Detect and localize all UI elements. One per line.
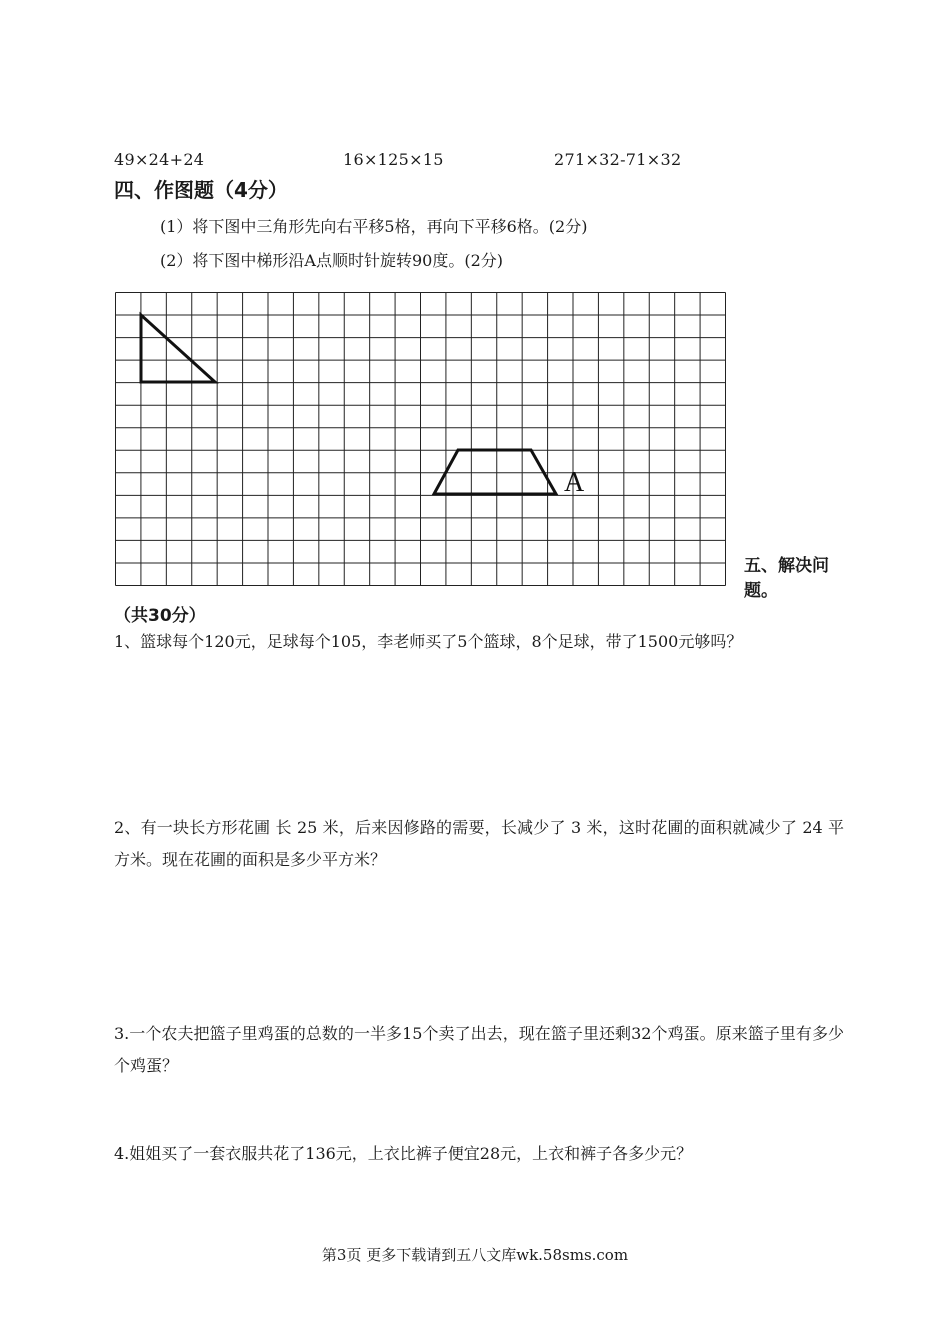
expression-2: 16×125×15 [343, 150, 444, 169]
drawing-task-2: (2）将下图中梯形沿A点顺时针旋转90度。(2分) [160, 251, 504, 270]
point-a-label: A [564, 467, 585, 498]
section-5-title: 五、解决问题。 [744, 556, 829, 601]
question-2: 2、有一块长方形花圃 长 25 米，后来因修路的需要，长减少了 3 米，这时花圃的面积就减少了 24 平方米。现在花圃的面积是多少平方米？ [114, 818, 844, 869]
expression-3: 271×32-71×32 [554, 150, 682, 169]
question-1: 1、篮球每个120元，足球每个105，李老师买了5个篮球，8个足球，带了1500元够吗？ [114, 632, 743, 651]
section-4-title: 四、作图题（4分） [114, 178, 288, 202]
question-4: 4.姐姐买了一套衣服共花了136元，上衣比裤子便宜28元，上衣和裤子各多少元？ [114, 1144, 693, 1163]
expression-1: 49×24+24 [114, 150, 205, 169]
triangle-shape [141, 315, 215, 382]
trapezoid-shape [434, 450, 556, 494]
section-5-score: （共30分） [114, 606, 206, 626]
drawing-task-1: (1）将下图中三角形先向右平移5格，再向下平移6格。(2分) [160, 217, 588, 236]
grid-lines [116, 293, 726, 586]
page-footer: 第3页 更多下载请到五八文库wk.58sms.com [321, 1246, 629, 1264]
question-3: 3.一个农夫把篮子里鸡蛋的总数的一半多15个卖了出去，现在篮子里还剩32个鸡蛋。原来篮子里有多少个鸡蛋？ [114, 1024, 844, 1075]
